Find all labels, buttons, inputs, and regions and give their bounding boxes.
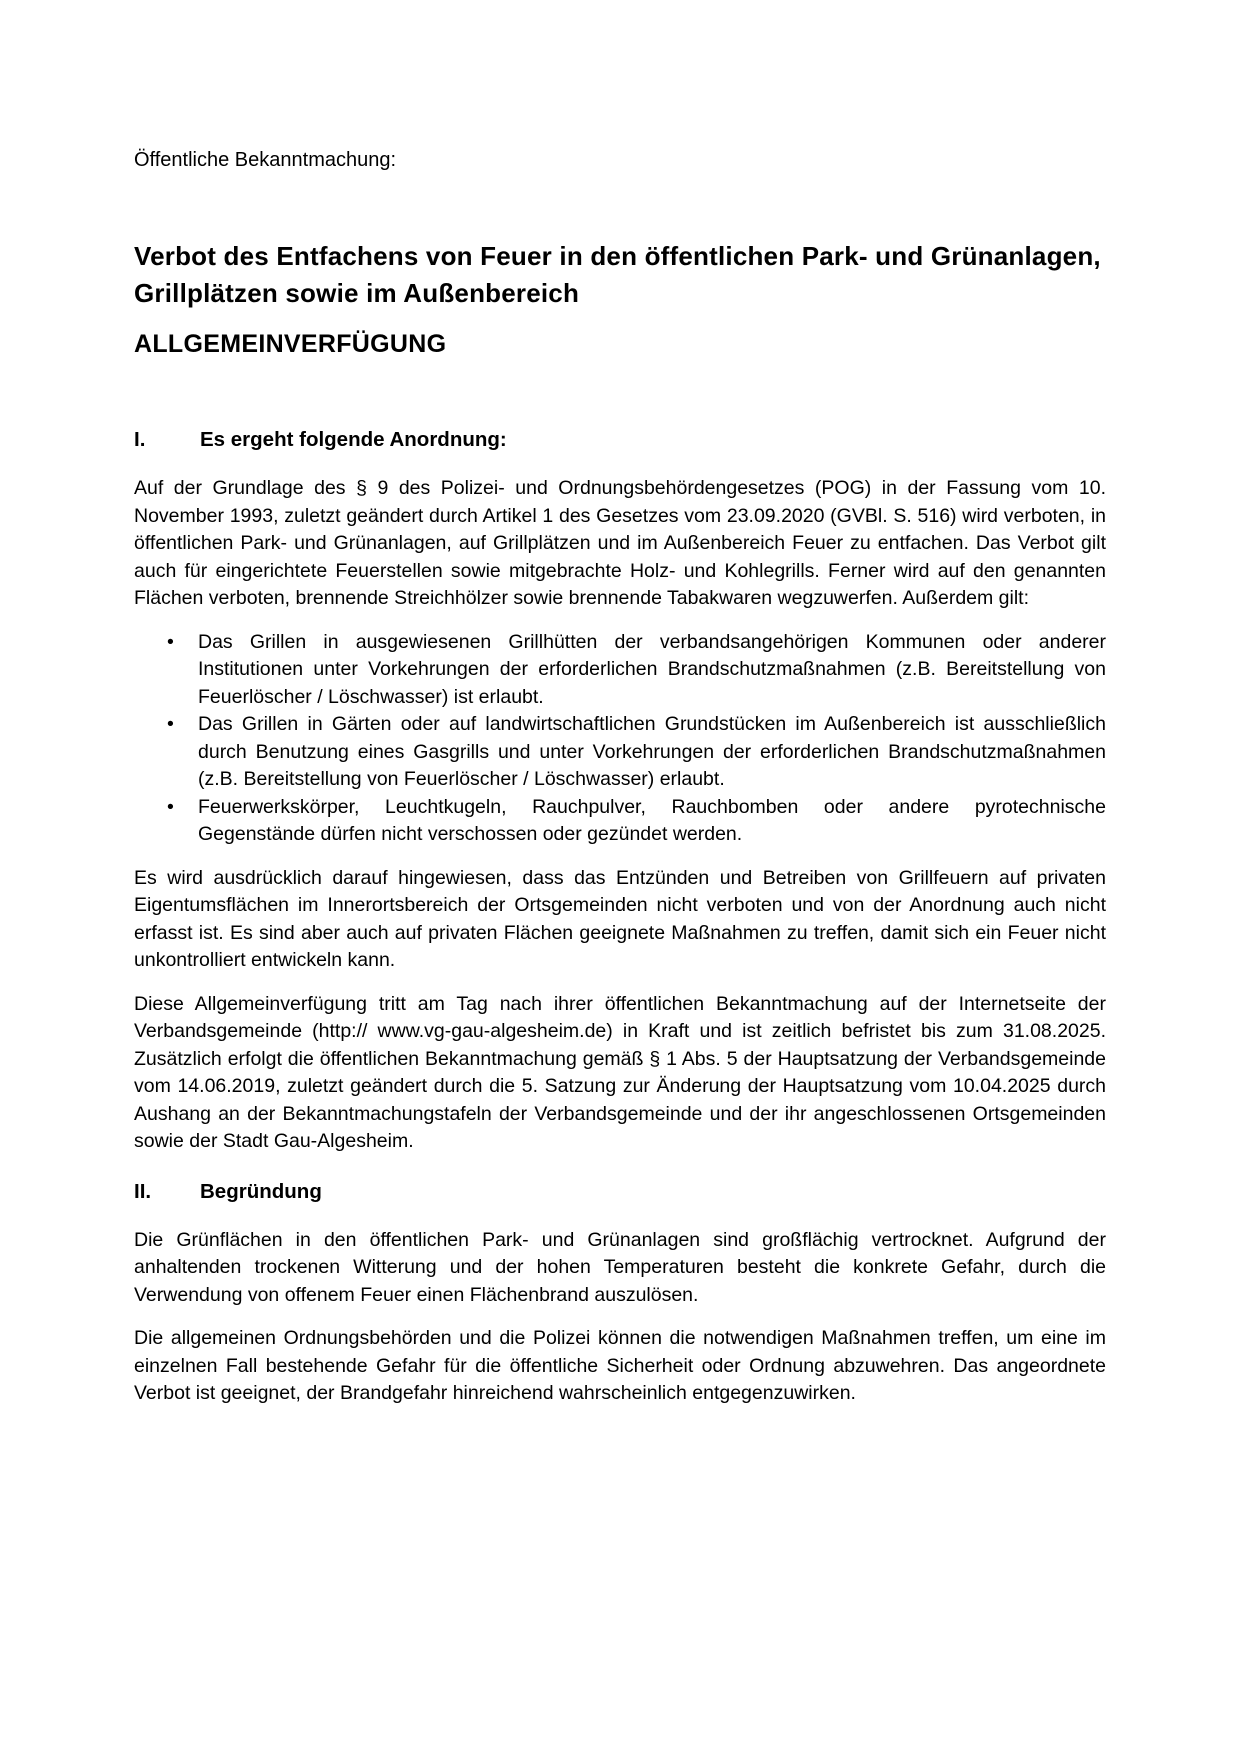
list-item-text: Das Grillen in ausgewiesenen Grillhütten der verbandsangehörigen Kommunen oder anderer Institutionen unter Vorkehrungen der erforderlichen Brandschutzmaßnahmen (z.B. Bereitstellung von Feuerlöscher / Löschwasser) ist erlaubt. <box>198 630 1106 708</box>
section-2-number: II. <box>134 1179 152 1203</box>
document-subtitle: ALLGEMEINVERFÜGUNG <box>134 330 447 358</box>
document-title: Verbot des Entfachens von Feuer in den öffentlichen Park- und Grünanlagen, Grillplätzen sowie im Außenbereich <box>134 241 1101 308</box>
list-item-text: Feuerwerkskörper, Leuchtkugeln, Rauchpulver, Rauchbomben oder andere pyrotechnische Gegenstände dürfen nicht verschossen oder gezündet werden. <box>198 795 1106 845</box>
section-1-heading <box>134 426 1106 453</box>
bullet-icon: • <box>167 713 174 735</box>
section-1-title: Es ergeht folgende Anordnung: <box>200 428 507 451</box>
bullet-icon: • <box>167 795 174 818</box>
bullet-icon: • <box>167 630 174 653</box>
paragraph-authority-measures: Die allgemeinen Ordnungsbehörden und die Polizei können die notwendigen Maßnahmen treffen, um eine im einzelnen Fall bestehende Gefahr für die öffentliche Sicherheit oder Ordnung abzuwehren. Das angeordnete Verbot ist geeignet, der Brandgefahr hinreichend wahrscheinlich entgegenzuwirken. <box>134 1327 1106 1404</box>
kicker-public-announcement: Öffentliche Bekanntmachung: <box>134 149 397 171</box>
paragraph-order-intro: Auf der Grundlage des § 9 des Polizei- und Ordnungsbehördengesetzes (POG) in der Fassung vom 10. November 1993, zuletzt geändert durch Artikel 1 des Gesetzes vom 23.09.2020 (GVBl. S. 516) wird verboten, in öffentlichen Park- und Grünanlagen, auf Grillplätzen und im Außenbereich Feuer zu entfachen. Das Verbot gilt auch für eingerichtete Feuerstellen sowie mitgebrachte Holz- und Kohlegrills. Ferner wird auf den genannten Flächen verboten, brennende Streichhölzer sowie brennende Tabakwaren wegzuwerfen. Außerdem gilt: <box>134 477 1106 609</box>
list-item-text: Das Grillen in Gärten oder auf landwirtschaftlichen Grundstücken im Außenbereich ist ausschließlich durch Benutzung eines Gasgrills und unter Vorkehrungen der erforderlichen Brandschutzmaßnahmen (z.B. Bereitstellung von Feuerlöscher / Löschwasser) erlaubt. <box>198 713 1106 790</box>
section-1-number: I. <box>134 428 146 451</box>
paragraph-private-areas: Es wird ausdrücklich darauf hingewiesen, dass das Entzünden und Betreiben von Grillfeuern auf privaten Eigentumsflächen im Innerortsbereich der Ortsgemeinden nicht verboten und von der Anordnung auch nicht erfasst ist. Es sind aber auch auf privaten Flächen geeignete Maßnahmen zu treffen, damit sich ein Feuer nicht unkontrolliert entwickeln kann. <box>134 866 1106 971</box>
list-item-pyrotechnik <box>134 794 1106 849</box>
rules-list <box>134 629 1106 849</box>
section-2-title: Begründung <box>200 1179 322 1203</box>
list-item-gasgrill <box>134 711 1106 794</box>
list-item-grillhuetten <box>134 629 1106 712</box>
paragraph-drought-risk: Die Grünflächen in den öffentlichen Park- und Grünanlagen sind großflächig vertrocknet. Aufgrund der anhaltenden trockenen Witterung und der hohen Temperaturen besteht die konkrete Gefahr, durch die Verwendung von offenem Feuer einen Flächenbrand auszulösen. <box>134 1228 1106 1306</box>
paragraph-validity: Diese Allgemeinverfügung tritt am Tag nach ihrer öffentlichen Bekanntmachung auf der Internetseite der Verbandsgemeinde (http:// www.vg-gau-algesheim.de) in Kraft und ist zeitlich befristet bis zum 31.08.2025. Zusätzlich erfolgt die öffentlichen Bekanntmachung gemäß § 1 Abs. 5 der Hauptsatzung der Verbandsgemeinde vom 14.06.2019, zuletzt geändert durch die 5. Satzung zur Änderung der Hauptsatzung vom 10.04.2025 durch Aushang an der Bekanntmachungstafeln der Verbandsgemeinde und der ihr angeschlossenen Ortsgemeinden sowie der Stadt Gau-Algesheim. <box>134 992 1106 1152</box>
section-2-heading <box>134 1178 1106 1205</box>
